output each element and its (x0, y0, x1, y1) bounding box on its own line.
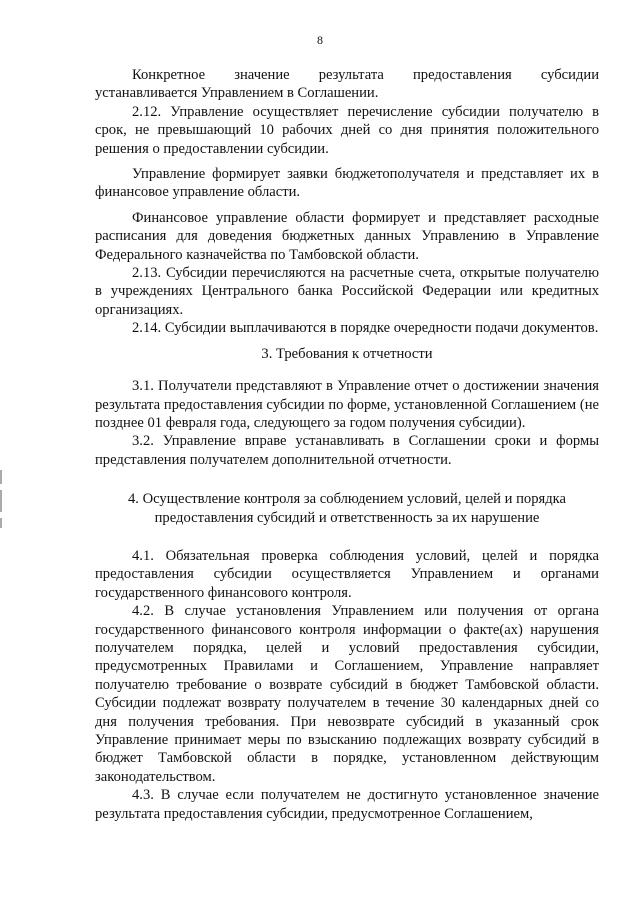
paragraph-2-12: 2.12. Управление осуществляет перечисление субсидии получателю в срок, не превышающий 10 рабочих дней со дня принятия положительного решения о предоставлении субсидии. (95, 103, 599, 157)
paragraph-4-1: 4.1. Обязательная проверка соблюдения условий, целей и порядка предоставления субсидии осуществляется Управлением и органами государственного финансового контроля. (95, 547, 599, 601)
section-3-title: 3. Требования к отчетности (261, 345, 433, 362)
page-number: 8 (317, 33, 323, 47)
paragraph-3-1: 3.1. Получатели представляют в Управление отчет о достижении значения результата предоставления субсидии по форме, установленной Соглашением (не позднее 01 февраля года, следующего за годом получения субсидии). (95, 378, 599, 431)
paragraph-2-13: 2.13. Субсидии перечисляются на расчетные счета, открытые получателю в учреждениях Центрального банка Российской Федерации или кредитных организациях. (95, 265, 599, 318)
paragraph-budget-requests: Управление формирует заявки бюджетополучателя и представляет их в финансовое управление области. (95, 166, 599, 201)
paragraph-3-2: 3.2. Управление вправе устанавливать в Соглашении сроки и формы представления получателем дополнительной отчетности. (95, 433, 599, 468)
section-4-title: 4. Осуществление контроля за соблюдением условий, целей и порядка предоставления субсидий и ответственность за их нарушение (128, 491, 566, 526)
paragraph-expense-schedules: Финансовое управление области формирует и представляет расходные расписания для доведения бюджетных данных Управлению в Управление Федерального казначейства по Тамбовской области. (95, 209, 599, 263)
paragraph-4-3: 4.3. В случае если получателем не достигнуто установленное значение результата предоставления субсидии, предусмотренное Соглашением, (95, 787, 599, 822)
document-body (95, 66, 599, 823)
paragraph-4-2: 4.2. В случае установления Управлением или получения от органа государственного финансового контроля информации о факте(ах) нарушения получателем порядка, целей и условий предоставления субсидии, предусмотренных Правилами и Соглашением, Управление направляет получателю требование о возврате субсидий в бюджет Тамбовской области. Субсидии подлежат возврату получателем в течение 30 календарных дней со дня получения требования. При невозврате субсидий в указанный срок Управление принимает меры по взысканию подлежащих возврату субсидий в бюджет Тамбовской области в порядке, установленном действующим законодательством. (95, 603, 599, 785)
paragraph-2-14: 2.14. Субсидии выплачиваются в порядке очередности подачи документов. (132, 320, 599, 337)
paragraph-result-value: Конкретное значение результата предоставления субсидии устанавливается Управлением в Соглашении. (95, 67, 599, 102)
scan-edge-marks (0, 470, 4, 540)
